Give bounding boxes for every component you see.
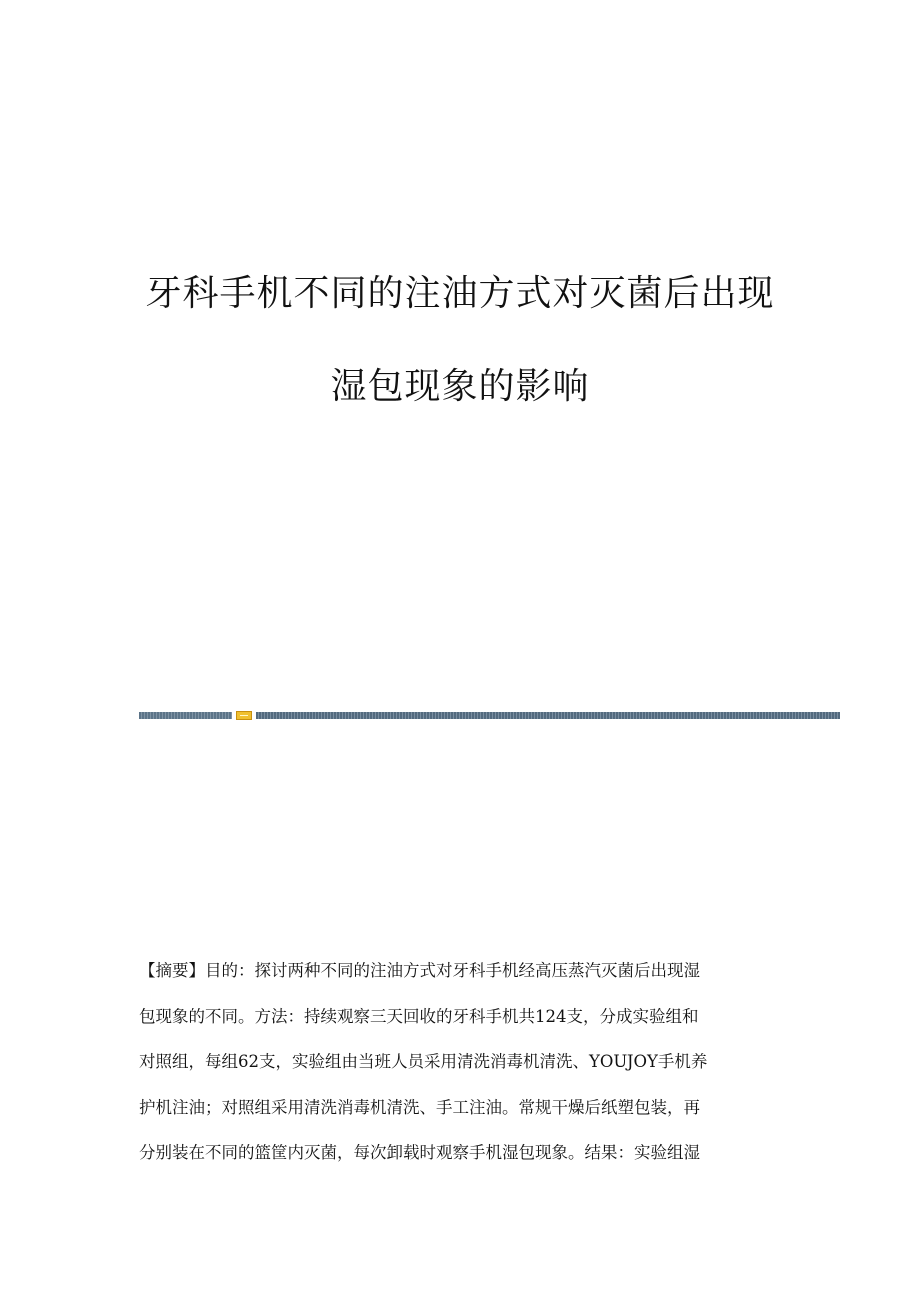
abstract-paragraph xyxy=(139,948,779,1176)
divider-ornament-icon xyxy=(236,711,252,720)
divider-bar-left xyxy=(139,712,232,719)
abstract-line: 【摘要】目的：探讨两种不同的注油方式对牙科手机经高压蒸汽灭菌后出现湿 xyxy=(139,961,700,980)
abstract-line: 对照组，每组62支，实验组由当班人员采用清洗消毒机清洗、YOUJOY手机养 xyxy=(139,1052,708,1071)
abstract-line: 分别装在不同的篮筐内灭菌，每次卸载时观察手机湿包现象。结果：实验组湿 xyxy=(139,1143,700,1162)
document-title-line-1: 牙科手机不同的注油方式对灭菌后出现 xyxy=(145,273,775,314)
document-title-line-2: 湿包现象的影响 xyxy=(330,366,590,407)
abstract-line: 包现象的不同。方法：持续观察三天回收的牙科手机共124支，分成实验组和 xyxy=(139,1006,699,1026)
abstract-line: 护机注油；对照组采用清洗消毒机清洗、手工注油。常规干燥后纸塑包装，再 xyxy=(139,1097,700,1117)
divider-bar-right xyxy=(256,712,840,719)
decorative-divider xyxy=(139,711,840,720)
